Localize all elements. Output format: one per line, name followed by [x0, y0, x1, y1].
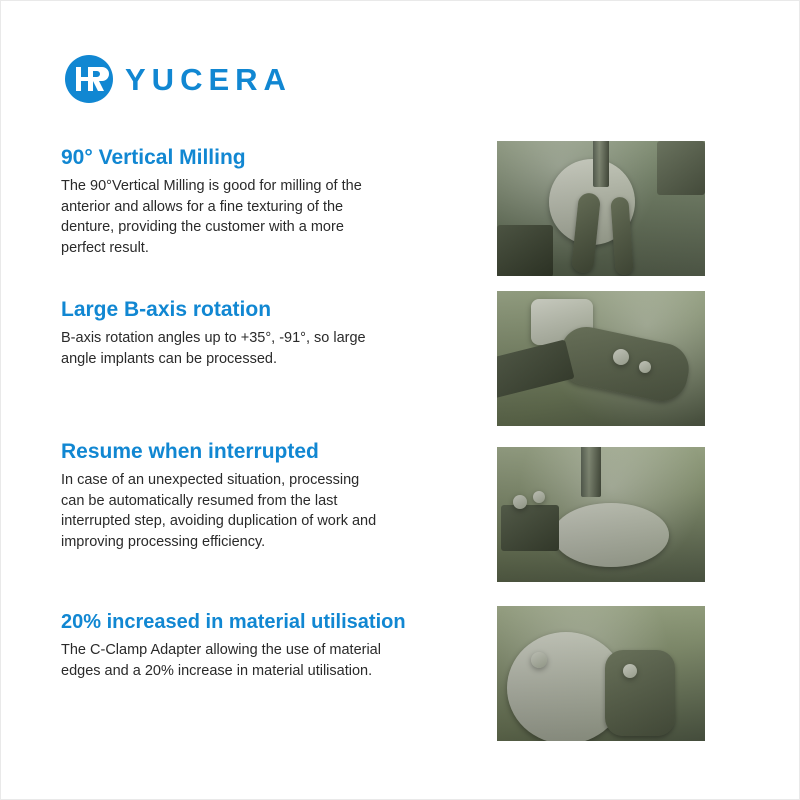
feature-block-2: [1, 291, 800, 426]
material-utilisation-photo: [497, 606, 705, 741]
feature-block-1: [1, 141, 800, 286]
feature-body-3: In case of an unexpected situation, processing can be automatically resumed from the last interrupted step, avoiding duplication of work and improving processing efficiency.: [61, 472, 377, 550]
feature-title-2: Large B-axis rotation: [61, 298, 272, 321]
feature-body-1: The 90°Vertical Milling is good for milling of the anterior and allows for a fine texturing of the denture, providing the customer with a more perfect result.: [61, 178, 362, 256]
resume-when-interrupted-photo: [497, 447, 705, 582]
brand-name: YUCERA: [125, 61, 292, 97]
yucera-logo-icon: [63, 53, 115, 105]
feature-title-1: 90° Vertical Milling: [61, 146, 246, 169]
feature-block-4: [1, 606, 800, 751]
feature-body-2: B-axis rotation angles up to +35°, -91°, so large angle implants can be processed.: [61, 330, 366, 367]
brand-logo: [63, 53, 292, 105]
feature-body-4: The C-Clamp Adapter allowing the use of material edges and a 20% increase in material utilisation.: [61, 642, 381, 679]
feature-block-3: [1, 439, 800, 589]
feature-title-4: 20% increased in material utilisation: [61, 611, 406, 633]
vertical-milling-photo: [497, 141, 705, 276]
feature-title-3: Resume when interrupted: [61, 440, 319, 463]
b-axis-rotation-photo: [497, 291, 705, 426]
